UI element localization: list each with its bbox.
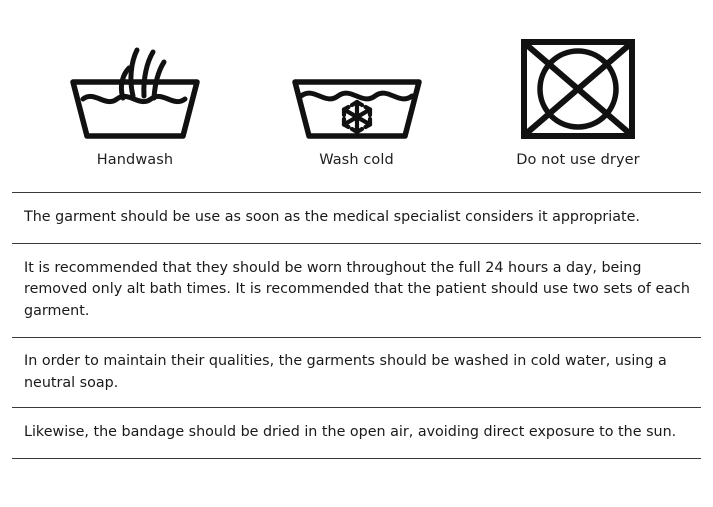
care-note-row — [12, 337, 701, 407]
care-symbols-row — [0, 0, 713, 168]
care-symbol-label: Do not use dryer — [516, 152, 640, 168]
care-note-text: The garment should be use as soon as the medical specialist considers it appropriate. — [24, 209, 640, 225]
care-symbol-wash-cold — [248, 14, 466, 168]
care-symbol-handwash — [26, 14, 244, 168]
handwash-icon — [65, 14, 205, 142]
care-notes-list — [0, 192, 713, 459]
care-note-row — [12, 192, 701, 243]
care-note-text: It is recommended that they should be worn throughout the full 24 hours a day, being removed only alt bath times. It is recommended that the patient should use two sets of each garment. — [24, 259, 690, 320]
care-symbol-no-dryer — [469, 14, 687, 168]
care-note-row — [12, 407, 701, 459]
care-note-text: In order to maintain their qualities, the garments should be washed in cold water, using a neutral soap. — [24, 352, 667, 391]
care-note-row — [12, 243, 701, 337]
care-symbol-label: Wash cold — [319, 152, 394, 168]
do-not-tumble-dry-icon — [508, 14, 648, 142]
care-symbol-label: Handwash — [96, 152, 174, 168]
care-note-text: Likewise, the bandage should be dried in the open air, avoiding direct exposure to the sun. — [24, 424, 677, 441]
wash-cold-icon — [287, 14, 427, 142]
